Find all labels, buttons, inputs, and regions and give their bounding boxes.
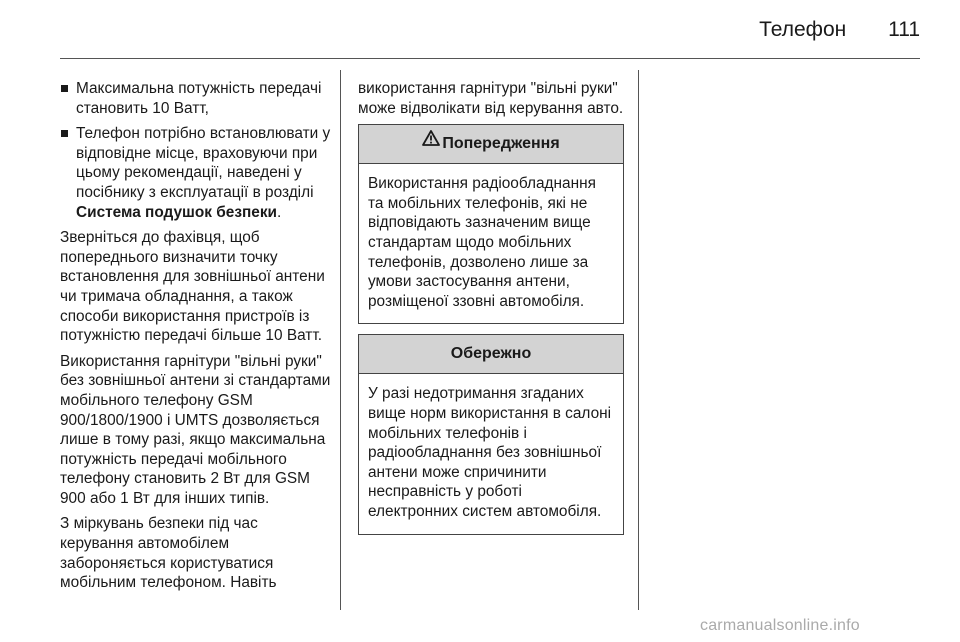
- warning-triangle-icon: [422, 123, 440, 161]
- bullet-text: Максимальна потужність передачі становить 10 Ватт,: [76, 80, 322, 117]
- column-divider-1: [340, 70, 341, 610]
- header-divider: [60, 58, 920, 59]
- paragraph-antenna-installation: Зверніться до фахівця, щоб попереднього визначити точку встановлення для зовнішньої антени чи тримача обладнання, а також способи використання пристроїв із потужністю передачі більше 10 Ватт.: [60, 229, 325, 345]
- bullet-item-placement: [60, 124, 332, 222]
- page-number: 111: [888, 18, 920, 41]
- column-middle: [358, 79, 624, 545]
- warning-body: Використання радіообладнання та мобільних телефонів, які не відповідають зазначеним вище стандартам щодо мобільних телефонів, дозволено лише за умови застосування антени, розміщеної ззовні автомобіля.: [368, 175, 596, 310]
- warning-box: [358, 124, 624, 324]
- bullet-text: Телефон потрібно встановлювати у відповідне місце, враховуючи при цьому рекомендації, наведені у посібнику з експлуатації в розділі: [76, 125, 331, 201]
- paragraph-handsfree-standards: Використання гарнітури "вільні руки" без зовнішньої антени зі стандартами мобільного телефону GSM 900/1800/1900 і UMTS дозволяється лише в тому разі, якщо максимальна потужність передачі мобільного телефону становить 2 Вт для GSM 900 або 1 Вт для інших типів.: [60, 352, 331, 507]
- section-title: Телефон: [759, 18, 847, 41]
- bullet-list: [60, 79, 332, 222]
- caution-body: У разі недотримання згаданих вище норм використання в салоні мобільних телефонів і радіообладнання без зовнішньої антени може спричинити несправність у роботі електронних систем автомобіля.: [368, 385, 612, 520]
- warning-title: Попередження: [442, 135, 560, 153]
- page-header: [759, 18, 920, 42]
- paragraph-safety: З міркувань безпеки під час керування автомобілем забороняється користуватися мобільним телефоном. Навіть: [60, 515, 277, 592]
- airbag-section-reference: Система подушок безпеки: [76, 203, 278, 221]
- paragraph-handsfree-distraction: використання гарнітури "вільні руки" може відволікати від керування авто.: [358, 80, 624, 117]
- warning-header: [359, 125, 623, 164]
- caution-title: Обережно: [450, 345, 532, 363]
- watermark: carmanualsonline.info: [700, 617, 860, 634]
- column-left: [60, 79, 332, 599]
- bullet-item-power: [60, 79, 332, 118]
- column-divider-2: [638, 70, 639, 610]
- bullet-text-end: .: [277, 203, 282, 221]
- caution-box: [358, 334, 624, 534]
- caution-header: [359, 335, 623, 374]
